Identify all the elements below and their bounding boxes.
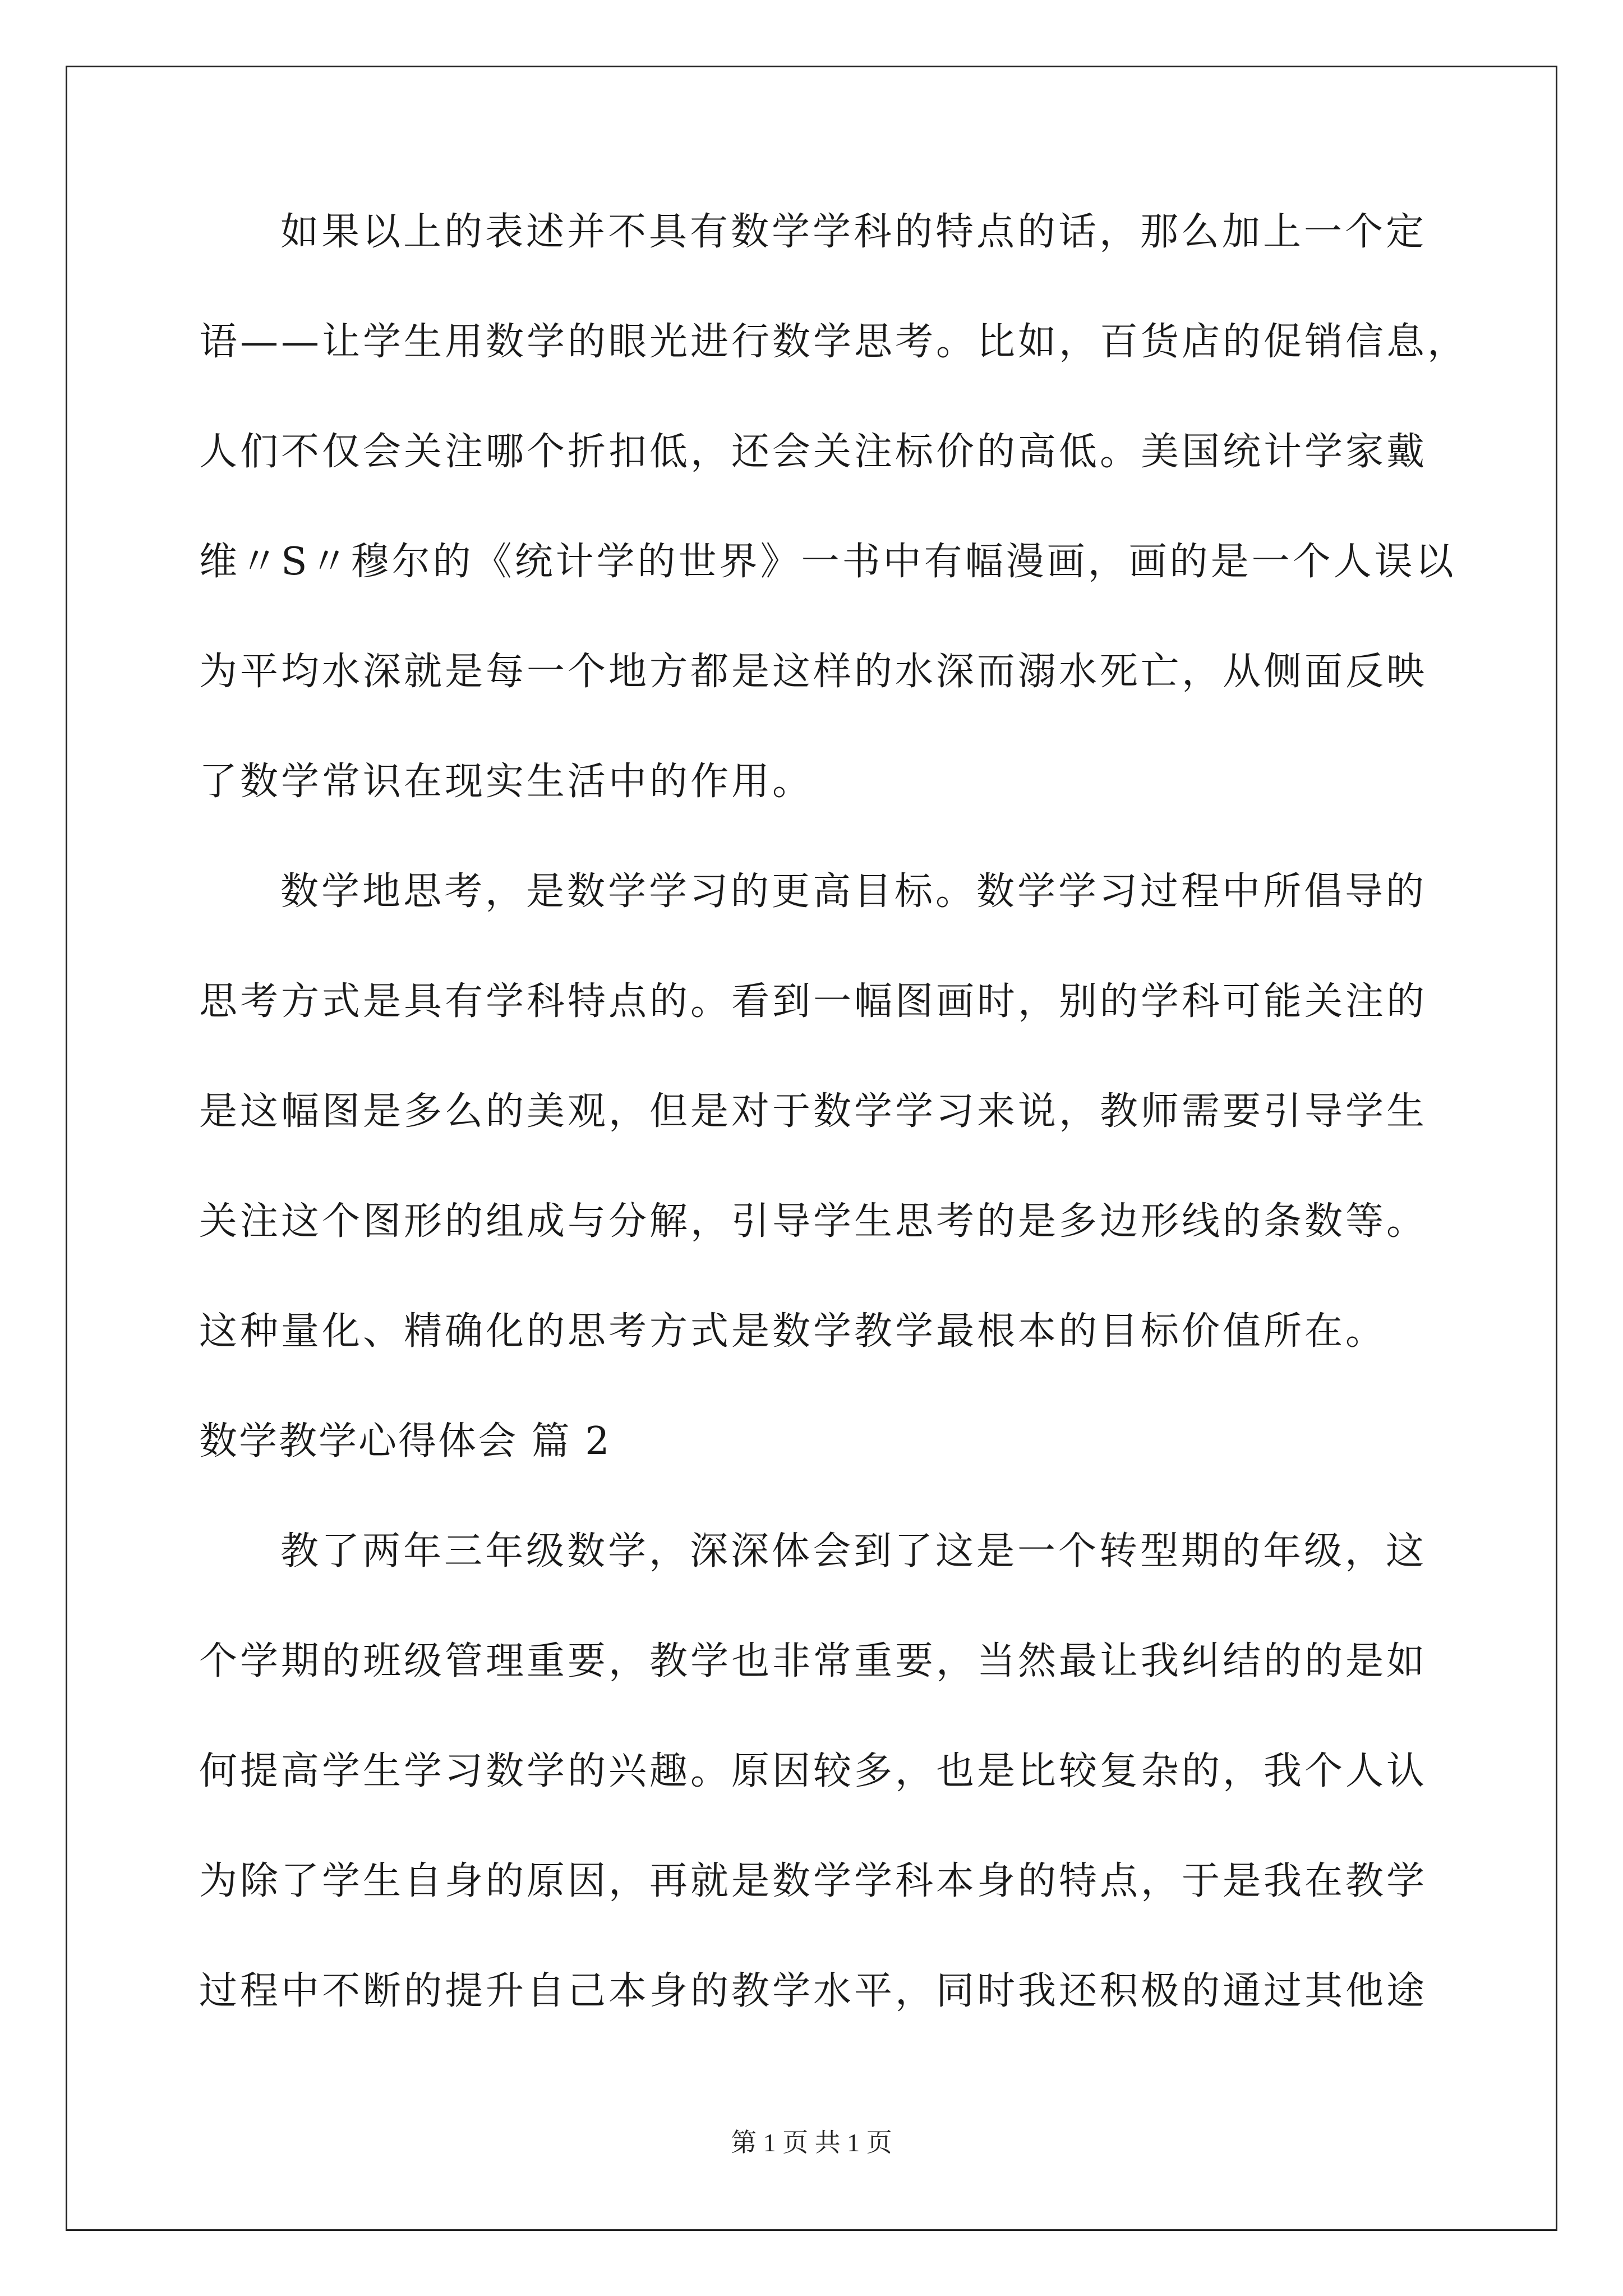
paragraph-line: 个学期的班级管理重要，教学也非常重要，当然最让我纠结的的是如 [199, 1639, 1428, 1683]
paragraph-line: 了数学常识在现实生活中的作用。 [199, 760, 814, 804]
paragraph-line: 何提高学生学习数学的兴趣。原因较多，也是比较复杂的，我个人认 [199, 1749, 1428, 1793]
paragraph-line: 人们不仅会关注哪个折扣低，还会关注标价的高低。美国统计学家戴 [199, 430, 1428, 474]
paragraph-line: 教了两年三年级数学，深深体会到了这是一个转型期的年级，这 [280, 1529, 1427, 1573]
paragraph-line: 这种量化、精确化的思考方式是数学教学最根本的目标价值所在。 [199, 1309, 1387, 1354]
section-heading: 数学教学心得体会 篇 2 [199, 1419, 611, 1464]
paragraph-line: 关注这个图形的组成与分解，引导学生思考的是多边形线的条数等。 [199, 1199, 1428, 1244]
paragraph-line: 为除了学生自身的原因，再就是数学学科本身的特点，于是我在教学 [199, 1859, 1428, 1903]
paragraph-line: 数学地思考，是数学学习的更高目标。数学学习过程中所倡导的 [280, 869, 1427, 914]
paragraph-line: 语——让学生用数学的眼光进行数学思考。比如，百货店的促销信息， [199, 320, 1469, 364]
paragraph-line: 是这幅图是多么的美观，但是对于数学学习来说，教师需要引导学生 [199, 1089, 1428, 1134]
paragraph-line: 如果以上的表述并不具有数学学科的特点的话，那么加上一个定 [280, 210, 1427, 254]
page-footer: 第 1 页 共 1 页 [731, 2128, 892, 2157]
paragraph-line: 过程中不断的提升自己本身的教学水平，同时我还积极的通过其他途 [199, 1969, 1428, 2013]
paragraph-line: 思考方式是具有学科特点的。看到一幅图画时，别的学科可能关注的 [199, 979, 1428, 1024]
paragraph-line: 维〃S〃穆尔的《统计学的世界》一书中有幅漫画，画的是一个人误以 [199, 540, 1456, 584]
paragraph-line: 为平均水深就是每一个地方都是这样的水深而溺水死亡，从侧面反映 [199, 650, 1428, 694]
document-body [199, 210, 1469, 2082]
